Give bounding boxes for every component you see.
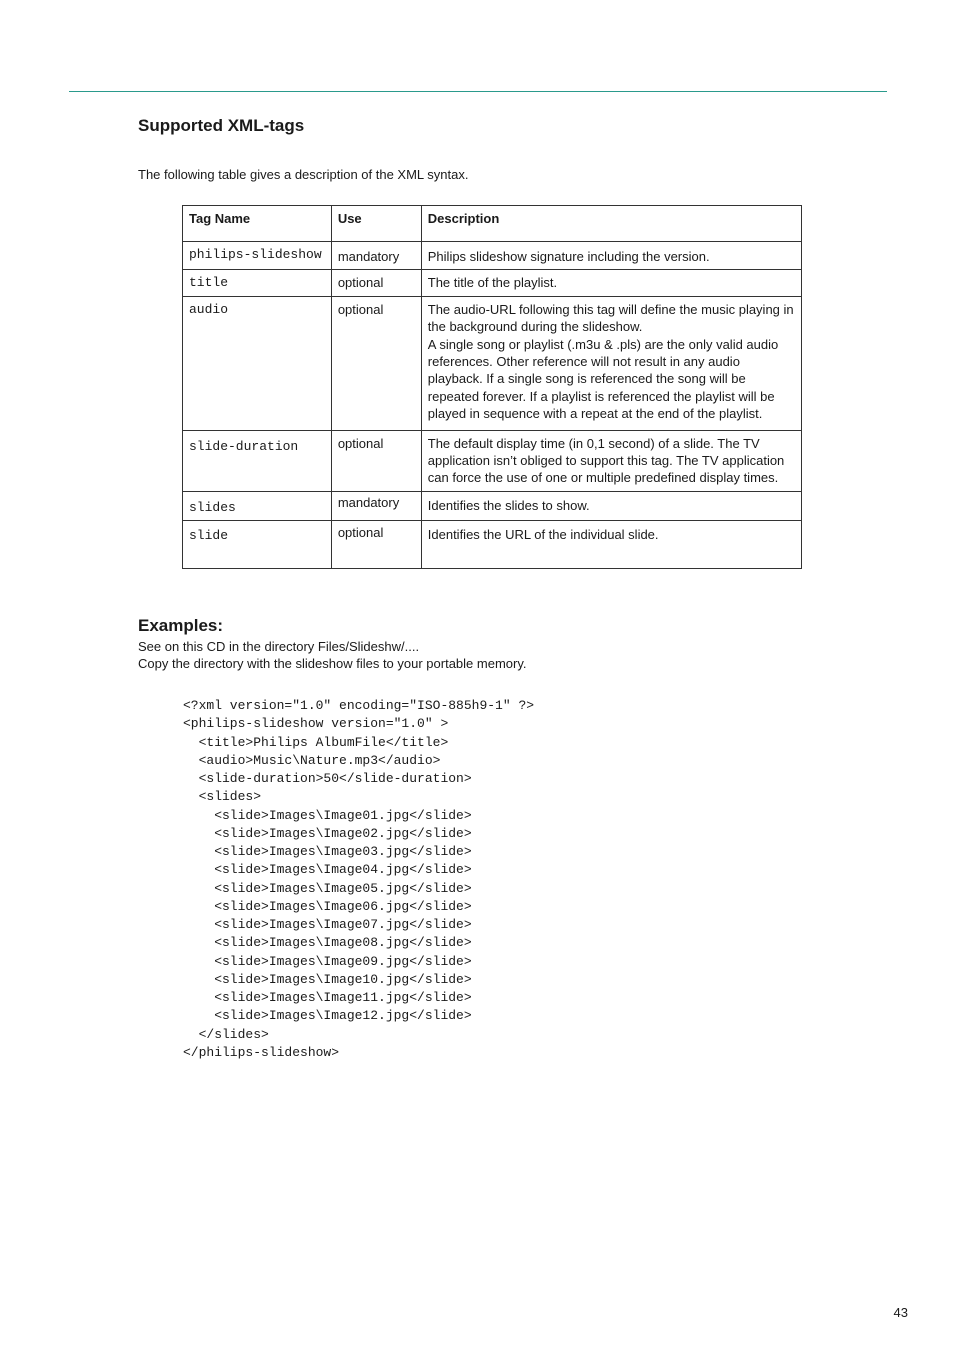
header-rule xyxy=(69,91,887,92)
header-use: Use xyxy=(331,206,421,242)
description-cell: Identifies the slides to show. xyxy=(421,491,801,520)
tag-name-cell: slide xyxy=(183,521,332,569)
tag-name-cell: slide-duration xyxy=(183,430,332,491)
table-row xyxy=(183,521,802,569)
table-row xyxy=(183,270,802,296)
examples-line-1: See on this CD in the directory Files/Slideshw/.... xyxy=(138,639,420,654)
description-cell: The audio-URL following this tag will define the music playing in the background during the slideshow. A single song or playlist (.m3u & .pls) are the only valid audio references. Other reference will not result in any audio playback. If a single song is referenced the song will be repeated forever. If a playlist is referenced the playlist will be played in sequence with a repeat at the end of the playlist. xyxy=(421,296,801,430)
description-cell: The title of the playlist. xyxy=(421,270,801,296)
table-row xyxy=(183,491,802,520)
xml-tags-table xyxy=(182,205,802,569)
intro-text: The following table gives a description of the XML syntax. xyxy=(138,167,469,182)
use-cell: optional xyxy=(331,270,421,296)
page-number: 43 xyxy=(893,1305,908,1320)
description-cell: The default display time (in 0,1 second) of a slide. The TV application isn’t obliged to support this tag. The TV application can force the use of one or multiple predefined display times. xyxy=(421,430,801,491)
header-tag-name: Tag Name xyxy=(183,206,332,242)
tag-name-cell: slides xyxy=(183,491,332,520)
tag-name-cell: title xyxy=(183,270,332,296)
table-header-row xyxy=(183,206,802,242)
examples-text xyxy=(138,639,526,672)
examples-line-2: Copy the directory with the slideshow files to your portable memory. xyxy=(138,655,527,671)
table-row xyxy=(183,296,802,430)
description-cell: Identifies the URL of the individual slide. xyxy=(421,521,801,569)
tag-name-cell: audio xyxy=(183,296,332,430)
use-cell: optional xyxy=(331,296,421,430)
examples-title: Examples: xyxy=(138,616,224,635)
xml-code-example: <?xml version="1.0" encoding="ISO-885h9-1" ?> <philips-slideshow version="1.0" > <title>Philips AlbumFile</title> <audio>Music\Nature.mp3</audio> <slide-duration>50</slide-duration> <slides> <slide>Images\Image01.jpg</slide> <slide>Images\Image02.jpg</slide> <slide>Images\Image03.jpg</slide> <slide>Images\Image04.jpg</slide> <slide>Images\Image05.jpg</slide> <slide>Images\Image06.jpg</slide> <slide>Images\Image07.jpg</slide> <slide>Images\Image08.jpg</slide> <slide>Images\Image09.jpg</slide> <slide>Images\Image10.jpg</slide> <slide>Images\Image11.jpg</slide> <slide>Images\Image12.jpg</slide> </slides> </philips-slideshow> xyxy=(183,698,535,1060)
use-cell: mandatory xyxy=(331,491,421,520)
use-cell: optional xyxy=(331,521,421,569)
table-row xyxy=(183,430,802,491)
table-row xyxy=(183,242,802,270)
description-cell: Philips slideshow signature including the version. xyxy=(421,242,801,270)
use-cell: mandatory xyxy=(331,242,421,270)
use-cell: optional xyxy=(331,430,421,491)
header-description: Description xyxy=(421,206,801,242)
tag-name-cell: philips-slideshow xyxy=(183,242,332,270)
section-title: Supported XML-tags xyxy=(138,116,305,135)
